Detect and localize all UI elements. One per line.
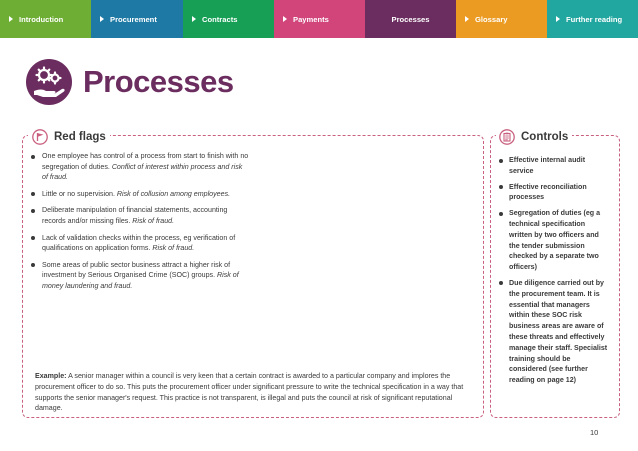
tab-label: Processes	[391, 14, 430, 24]
tab-label: Payments	[293, 14, 329, 24]
page-number: 10	[590, 428, 599, 437]
list-item	[30, 151, 250, 183]
example-text	[35, 371, 475, 414]
tab-further-reading[interactable]	[547, 0, 638, 38]
tab-glossary[interactable]	[456, 0, 547, 38]
item-text: Deliberate manipulation of financial statements, accounting records and/or missing files.	[42, 206, 228, 225]
tab-payments[interactable]	[274, 0, 365, 38]
page-header	[25, 58, 234, 106]
tab-label: Contracts	[202, 14, 238, 24]
item-risk: Risk of money laundering and fraud.	[42, 271, 239, 290]
item-risk: Risk of fraud.	[152, 244, 195, 253]
top-navigation	[0, 0, 638, 38]
list-item	[30, 260, 250, 292]
flag-icon	[32, 129, 48, 145]
list-item	[30, 189, 250, 200]
example-label: Example:	[35, 372, 67, 380]
item-risk: Risk of fraud.	[132, 216, 175, 225]
tab-label: Procurement	[110, 14, 157, 24]
item-text: Some areas of public sector business attract a higher risk of investment by Serious Organised Crime (SOC) groups.	[42, 260, 231, 280]
arrow-right-icon	[100, 16, 104, 22]
item-text: Little or no supervision.	[42, 189, 117, 198]
list-item: Segregation of duties (eg a technical specification written by two officers and the tender submission checked by a separate two officers)	[499, 208, 609, 273]
item-text: One employee has control of a process from start to finish with no segregation of duties.	[42, 152, 249, 171]
controls-title: Controls	[521, 131, 569, 143]
item-risk: Conflict of interest within process and risk of fraud.	[42, 162, 243, 182]
arrow-right-icon	[283, 16, 287, 22]
controls-list	[499, 155, 609, 391]
list-item: Effective internal audit service	[499, 155, 609, 177]
tab-contracts[interactable]	[183, 0, 274, 38]
list-item: Effective reconciliation processes	[499, 182, 609, 204]
tab-introduction[interactable]	[0, 0, 91, 38]
item-risk: Risk of collusion among employees.	[116, 189, 231, 198]
tab-label: Introduction	[19, 14, 64, 24]
gears-hand-icon	[25, 58, 73, 106]
arrow-right-icon	[192, 16, 196, 22]
arrow-right-icon	[556, 16, 560, 22]
tab-procurement[interactable]	[91, 0, 183, 38]
list-item	[30, 233, 250, 254]
red-flags-title: Red flags	[54, 131, 106, 143]
red-flags-heading	[28, 129, 110, 145]
tab-processes[interactable]	[365, 0, 456, 38]
item-text: Lack of validation checks within the process, eg verification of qualifications on application forms.	[42, 233, 236, 253]
tab-label: Glossary	[475, 14, 508, 24]
page-title: Processes	[83, 64, 234, 99]
arrow-right-icon	[465, 16, 469, 22]
list-item	[30, 205, 250, 226]
controls-heading	[496, 129, 572, 145]
list-item: Due diligence carried out by the procurement team. It is essential that managers within these SOC risk business areas are aware of these threats and effectively manage their staff. Specialist training should be considered (see further reading on page 12)	[499, 278, 609, 386]
tab-label: Further reading	[566, 14, 623, 24]
red-flags-list	[30, 151, 250, 298]
example-body: A senior manager within a council is very keen that a certain contract is awarded to a particular company and implores the procurement officer to do so. This puts the procurement officer under significant pressure to write the technical specification in a way that supports the senior manager's request. This practice is not transparent, is illegal and puts the council at risk of significant reputational damage.	[35, 372, 464, 413]
clipboard-icon	[499, 129, 515, 145]
arrow-right-icon	[9, 16, 13, 22]
